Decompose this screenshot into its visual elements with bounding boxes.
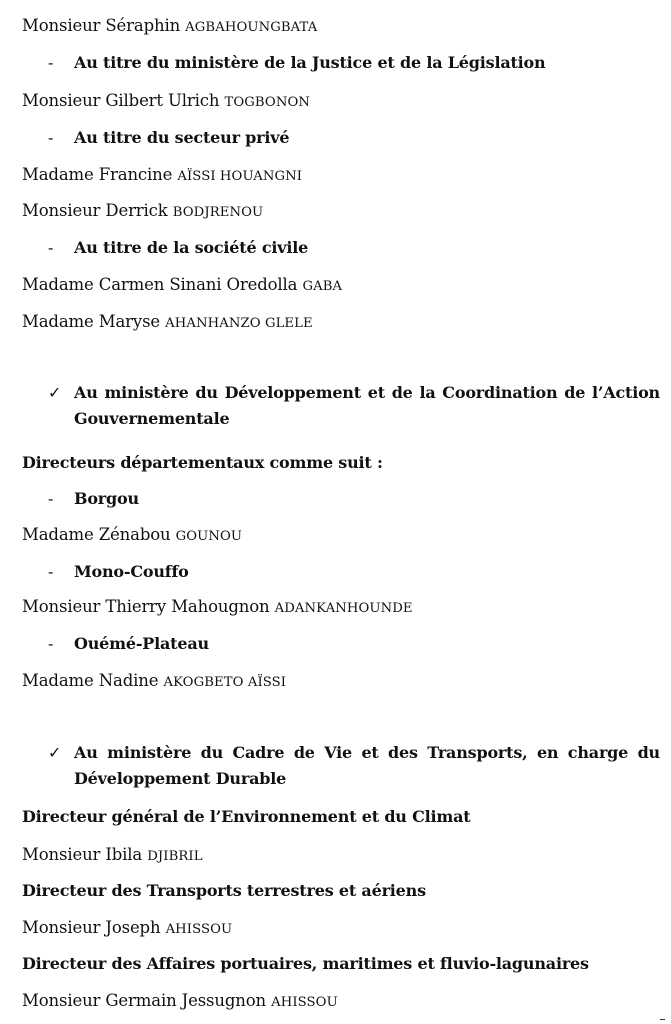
appointee-name — [22, 165, 302, 187]
appointee-first-name: Monsieur Joseph — [22, 918, 161, 937]
appointee-first-name: Madame Nadine — [22, 671, 159, 690]
appointee-first-name: Monsieur Derrick — [22, 201, 168, 220]
appointee-first-name: Madame Maryse — [22, 312, 161, 331]
appointee-first-name: Monsieur Gilbert Ulrich — [22, 91, 220, 110]
position-title-text: Directeurs départementaux comme suit : — [22, 453, 383, 472]
appointee-surname: GABA — [302, 279, 343, 294]
dash-bullet: - — [48, 634, 54, 653]
appointee-first-name: Monsieur Thierry Mahougnon — [22, 597, 270, 616]
appointee-name — [22, 275, 342, 297]
appointee-first-name: Madame Francine — [22, 165, 173, 184]
subheading-text: Borgou — [74, 489, 139, 508]
appointee-surname: AKOGBETO AÏSSI — [163, 675, 287, 690]
position-title-text: Directeur des Transports terrestres et aériens — [22, 881, 426, 900]
appointee-name — [22, 525, 242, 547]
appointee-surname: AHANHANZO GLELE — [165, 316, 313, 331]
appointee-name — [22, 671, 286, 693]
position-title — [22, 881, 426, 901]
subheading-text: Au titre du secteur privé — [74, 128, 290, 147]
subheading-text: Au titre du ministère de la Justice et de la Législation — [74, 53, 546, 72]
position-title-text: Directeur des Affaires portuaires, maritimes et fluvio-lagunaires — [22, 954, 589, 973]
appointee-name — [22, 597, 413, 619]
subheading-text: Mono-Couffo — [74, 562, 189, 581]
subheading-text: Ouémé-Plateau — [74, 634, 209, 653]
dash-bullet: - — [48, 128, 54, 147]
appointee-surname: GOUNOU — [175, 529, 243, 544]
appointee-first-name: Monsieur Ibila — [22, 845, 143, 864]
appointee-name — [22, 16, 317, 38]
appointee-surname: TOGBONON — [224, 95, 311, 110]
checkmark-icon: ✓ — [48, 383, 62, 402]
appointee-name — [22, 91, 310, 113]
dash-bullet: - — [48, 238, 54, 257]
appointee-first-name: Madame Carmen Sinani Oredolla — [22, 275, 298, 294]
section-subheading — [48, 238, 308, 258]
position-title-text: Directeur général de l’Environnement et du Climat — [22, 807, 471, 826]
section-subheading — [48, 53, 545, 73]
checkmark-icon: ✓ — [48, 743, 62, 762]
subheading-text: Au titre de la société civile — [74, 238, 309, 257]
appointee-surname: AHISSOU — [271, 995, 338, 1010]
position-title — [22, 453, 383, 473]
appointee-name — [22, 201, 263, 223]
appointee-surname: AÏSSI HOUANGNI — [177, 169, 303, 184]
position-title — [22, 954, 589, 974]
appointee-surname: AHISSOU — [165, 922, 233, 937]
ministry-heading — [48, 740, 660, 792]
ministry-heading-text: Au ministère du Cadre de Vie et des Transports, en charge du Développement Durable — [74, 743, 660, 788]
appointee-name — [22, 312, 313, 334]
appointee-surname: BODJRENOU — [172, 205, 264, 220]
appointee-surname: DJIBRIL — [147, 849, 203, 864]
appointee-first-name: Madame Zénabou — [22, 525, 171, 544]
department-subheading — [48, 489, 139, 509]
appointee-name — [22, 991, 338, 1013]
dash-bullet: - — [48, 53, 54, 72]
appointee-surname: ADANKANHOUNDE — [274, 601, 413, 616]
ministry-heading — [48, 380, 660, 432]
appointee-name — [22, 845, 203, 867]
position-title — [22, 807, 470, 827]
department-subheading — [48, 634, 209, 654]
scan-mark — [660, 1019, 665, 1020]
appointee-name — [22, 918, 232, 940]
ministry-heading-text: Au ministère du Développement et de la Coordination de l’Action Gouvernementale — [74, 383, 660, 428]
section-subheading — [48, 128, 289, 148]
appointee-surname: AGBAHOUNGBATA — [185, 20, 318, 35]
dash-bullet: - — [48, 562, 54, 581]
dash-bullet: - — [48, 489, 54, 508]
department-subheading — [48, 562, 189, 582]
appointee-first-name: Monsieur Séraphin — [22, 16, 181, 35]
appointee-first-name: Monsieur Germain Jessugnon — [22, 991, 266, 1010]
